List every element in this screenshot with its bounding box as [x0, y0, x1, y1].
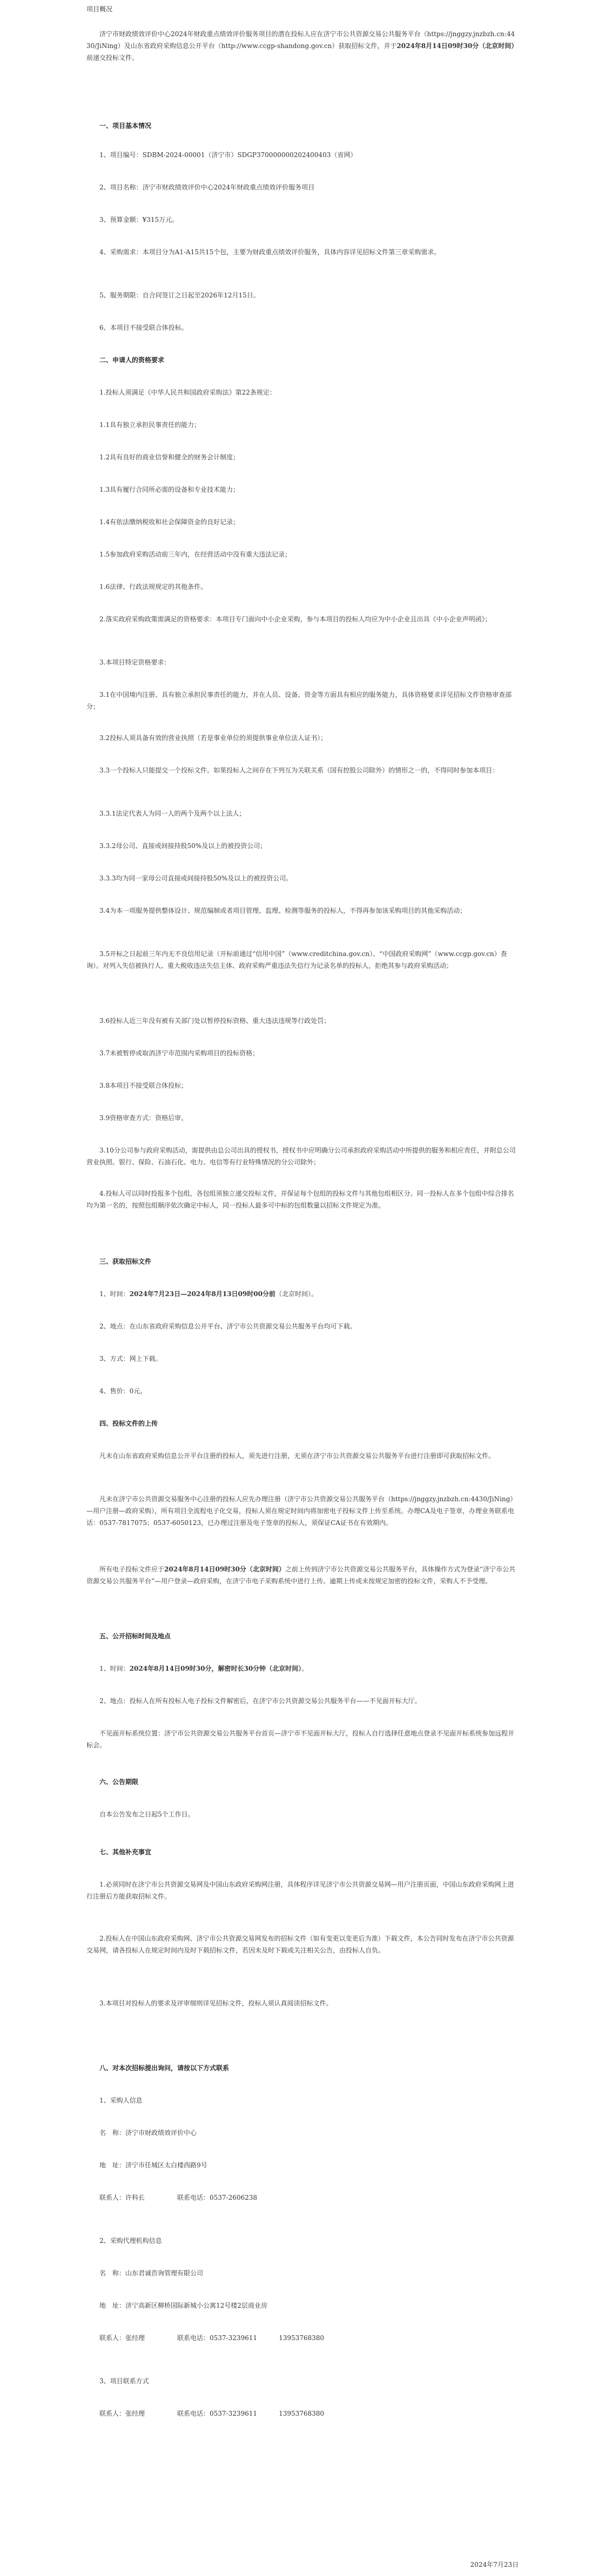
- s5-item: 不见面开标系统位置：济宁市公共资源交易公共服务平台首页—济宁市不见面开标大厅，投标人自行选择任意地点登录不见面开标系统参加远程开标会。: [86, 1730, 515, 1749]
- agency-address: 地 址：济宁高新区柳桥国际新城小公寓12号楼2层商业房: [99, 2302, 267, 2309]
- s5-item: 2、地点：投标人在所有投标人电子投标文件解密后，在济宁市公共资源交易公共服务平台——不见面开标大厅。: [99, 1697, 421, 1705]
- section-4-title: 四、投标文件的上传: [99, 1420, 158, 1427]
- s2-item: 3.3.3均为同一家母公司直接或间接持股50%及以上的被投资公司。: [99, 875, 293, 882]
- s5-time: [86, 1663, 519, 1675]
- s3-time-label: 1、时间：: [99, 1290, 130, 1298]
- s2-item: 3.2投标人须具备有效的营业执照（若是事业单位的须提供事业单位法人证书）；: [99, 734, 327, 742]
- s3-time: [86, 1288, 519, 1300]
- purchaser-contact: 联系人：许科长: [99, 2194, 145, 2201]
- agency-contact-row: [86, 2332, 519, 2344]
- s2-item: 2.落实政府采购政策需满足的资格要求：本项目专门面向中小企业采购，参与本项目的投标人均应为中小企业且出具《中小企业声明函》；: [99, 615, 492, 623]
- purchaser-phone: 联系电话：0537-2606238: [177, 2194, 258, 2201]
- s4-deadline-value: 2024年8月14日09时30分（北京时间）: [164, 1565, 285, 1573]
- s4-deadline-label: 所有电子投标文件应于: [99, 1565, 165, 1573]
- s3-item: 3、方式：网上下载。: [99, 1355, 162, 1362]
- s2-item: 3.6投标人近三年没有被有关部门处以暂停投标资格、重大违法违规等行政处罚；: [99, 1017, 331, 1025]
- s5-time-label: 1、时间：: [99, 1665, 130, 1672]
- s4-deadline-tail: 之前上传到济宁市公共资源交易公共服务平台，具体操作方式为登录“济宁市公共资源交易公共服务平台”—用户登录—政府采购，在济宁市电子采购系统中进行上传。逾期上传或未按规定加密的投标文件，采购人不予受理。: [86, 1565, 516, 1585]
- s1-item: 6、本项目不接受联合体投标。: [99, 324, 188, 331]
- s2-item: 3.5开标之日起前三年内无不良信用记录（开标前通过“信用中国”（www.creditchina.gov.cn）、“中国政府采购网”（www.ccgp.gov.cn）查询）。对列入失信被执行人、重大税收违法失信主体、政府采购严重违法失信行为记录名单的投标人，拒绝其参与政府采购活动；: [86, 950, 507, 970]
- s2-item: 1.2具有良好的商业信誉和健全的财务会计制度；: [99, 453, 240, 461]
- intro-paragraph: [86, 28, 519, 64]
- s2-item: 3.3.1法定代表人为同一人的两个及两个以上法人；: [99, 810, 246, 817]
- agency-phone: 联系电话：0537-3239611: [177, 2334, 258, 2342]
- s4-item: 凡未在山东省政府采购信息公开平台注册的投标人，须先进行注册，无须在济宁市公共资源交易公共服务平台进行注册即可获取招标文件。: [99, 1452, 495, 1460]
- s2-item: 3.本项目特定资格要求：: [99, 659, 171, 666]
- s5-time-tail: 。: [301, 1665, 308, 1672]
- s2-item: 3.8本项目不接受联合体投标；: [99, 1082, 188, 1089]
- s2-item: 3.3.2母公司、直接或间接持股50%及以上的被投资公司；: [99, 842, 267, 850]
- s2-item: 4.投标人可以同时投报多个包组，各包组须独立递交投标文件，并保证每个包组的投标文件与其他包组相区分。同一投标人在多个包组中综合排名均为第一名的，按照包组顺序依次确定中标人，同一投标人最多可中标的包组数量以招标文件规定为准。: [86, 1190, 514, 1209]
- project-contact-row: [86, 2408, 519, 2419]
- project-contact: 联系人：张经理: [99, 2410, 145, 2417]
- purchaser-title: 1、采购人信息: [99, 2097, 143, 2104]
- agency-title: 2、采购代理机构信息: [99, 2237, 162, 2245]
- s2-item: 1.1具有独立承担民事责任的能力；: [99, 421, 201, 429]
- footer-date: 2024年7月23日: [470, 2561, 519, 2568]
- s7-item: 3.本项目对投标人的要求及评审细则详见招标文件，投标人须认真阅读招标文件。: [99, 1999, 333, 2007]
- section-8-title: 八、对本次招标提出询问，请按以下方式联系: [99, 2064, 230, 2072]
- s2-item: 1.4有依法缴纳税收和社会保障资金的良好记录；: [99, 518, 240, 526]
- intro-deadline: 2024年8月14日09时30分（北京时间）: [397, 42, 518, 50]
- project-phone: 联系电话：0537-3239611: [177, 2410, 258, 2417]
- project-contact-title: 3、项目联系方式: [99, 2377, 149, 2385]
- agency-contact: 联系人：张经理: [99, 2334, 145, 2342]
- s2-item: 1.3具有履行合同所必需的设备和专业技术能力；: [99, 486, 240, 493]
- s7-item: 2.投标人在中国山东政府采购网、济宁市公共资源交易网发布的招标文件（如有变更以变更后为准）下载文件，本公告同时发布在济宁市公共资源交易网，请各投标人在规定时间内及时下载招标文件，若因未及时下载或关注相关公告，由投标人自负。: [86, 1935, 514, 1954]
- s3-item: 4、售价：0元。: [99, 1387, 147, 1395]
- project-mobile: 13953768380: [279, 2410, 325, 2417]
- section-1-title: 一、项目基本情况: [99, 122, 152, 130]
- section-6-title: 六、公告期限: [99, 1778, 139, 1786]
- section-2-title: 二、申请人的资格要求: [99, 356, 165, 364]
- s4-item: 凡未在济宁市公共资源交易服务中心注册的投标人应先办理注册（济宁市公共资源交易公共服务平台（https://jnggzy.jnzbzh.cn:4430/JiNing）—用户注册—政府采购），所有项目全流程电子化交易，投标人须在规定时间内将加密电子投标文件上传至系统。办理CA及电子签章，办理业务联系电话：0537-7817075；0537-6050123，已办理过注册及电子签章的投标人，须保证CA证书在有效期内。: [86, 1495, 517, 1527]
- s2-item: 3.1在中国境内注册、具有独立承担民事责任的能力，并在人员、设备、资金等方面具有相应的服务能力，具体资格要求详见招标文件资格审查部分；: [86, 691, 512, 710]
- s5-time-value: 2024年8月14日09时30分，解密时长30分钟（北京时间）: [129, 1665, 302, 1672]
- intro-label: 项目概况: [86, 5, 113, 13]
- intro-text: 济宁市财政绩效评价中心2024年财政重点绩效评价服务项目的潜在投标人应在济宁市公共资源交易公共服务平台（https://jnggzy.jnzbzh.cn:4430/JiNing）及山东省政府采购信息公开平台（http://www.ccgp-shandong.gov.cn）获取招标文件，并于: [86, 30, 515, 50]
- s2-item: 1.5参加政府采购活动前三年内，在经营活动中没有重大违法记录；: [99, 551, 292, 558]
- purchaser-name: 名 称：济宁市财政绩效评价中心: [99, 2129, 197, 2137]
- section-3-title: 三、获取招标文件: [99, 1258, 152, 1265]
- s1-item: 2、项目名称：济宁市财政绩效评价中心2024年财政重点绩效评价服务项目: [99, 184, 315, 191]
- agency-name: 名 称：山东君诚咨询管理有限公司: [99, 2269, 204, 2277]
- s3-item: 2、地点：在山东省政府采购信息公开平台、济宁市公共资源交易公共服务平台均可下载。: [99, 1323, 357, 1330]
- s2-item: 3.3一个投标人只能提交一个投标文件。如果投标人之间存在下列互为关联关系（国有控股公司除外）的情形之一的，不得同时参加本项目：: [99, 767, 499, 774]
- section-5-title: 五、公开招标时间及地点: [99, 1632, 171, 1640]
- s4-deadline: [86, 1563, 519, 1587]
- purchaser-contact-row: [86, 2192, 519, 2204]
- s2-item: 3.10分公司参与政府采购活动，需提供由总公司出具的授权书，授权书中应明确分公司承担政府采购活动中所提供的服务和相应责任，并附总公司营业执照。银行、保险、石油石化、电力、电信等有行业特殊情况的分公司除外；: [86, 1147, 516, 1166]
- s1-item: 1、项目编号：SDBM-2024-00001（济宁市）SDGP370000000202400403（省网）: [99, 151, 357, 159]
- s3-time-value: 2024年7月23日—2024年8月13日09时00分前: [129, 1290, 276, 1298]
- s2-item: 3.4为本一项服务提供整体设计、规范编制或者项目管理、监理、检测等服务的投标人，不得再参加该采购项目的其他采购活动；: [99, 907, 467, 914]
- section-7-title: 七、其他补充事宜: [99, 1848, 152, 1856]
- s6-text: 自本公告发布之日起5个工作日。: [99, 1811, 194, 1818]
- s2-item: 3.7未被暂停或取消济宁市范围内采购项目的投标资格；: [99, 1049, 259, 1057]
- s3-time-tail: （北京时间）。: [275, 1290, 318, 1298]
- s1-item: 3、预算金额：¥315万元。: [99, 216, 179, 223]
- s1-item: 4、采购需求：本项目分为A1-A15共15个包，主要为财政重点绩效评价服务，具体内容详见招标文件第三章采购需求。: [99, 248, 441, 256]
- s2-item: 3.9资格审查方式：资格后审。: [99, 1114, 188, 1122]
- s7-item: 1.必须同时在济宁市公共资源交易网及中国山东政府采购网注册，具体程序详见济宁市公共资源交易网—用户注册页面，中国山东政府采购网上进行注册后方能获取招标文件。: [86, 1881, 514, 1900]
- agency-mobile: 13953768380: [279, 2334, 325, 2342]
- purchaser-address: 地 址：济宁市任城区太白楼西路9号: [99, 2161, 207, 2169]
- intro-tail: 前递交投标文件。: [86, 54, 139, 62]
- s2-item: 1.投标人须满足《中华人民共和国政府采购法》第22条规定：: [99, 389, 276, 396]
- s1-item: 5、服务期限：自合同签订之日起至2026年12月15日。: [99, 292, 260, 299]
- s2-item: 1.6法律、行政法规规定的其他条件。: [99, 583, 207, 591]
